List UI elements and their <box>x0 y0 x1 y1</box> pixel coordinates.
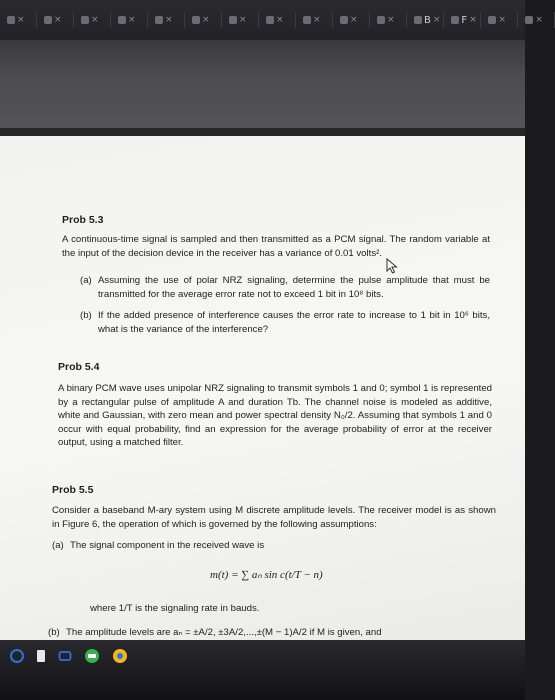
photos-icon[interactable] <box>112 648 128 664</box>
tab-favicon-icon <box>44 16 52 24</box>
tab-favicon-icon <box>303 16 311 24</box>
prob-5-5-b-text: The amplitude levels are aₙ = ±A/2, ±3A/2,...,±(M − 1)A/2 if M is given, and <box>66 627 382 638</box>
tab-favicon-icon <box>488 16 496 24</box>
prob-5-4-text: A binary PCM wave uses unipolar NRZ signaling to transmit symbols 1 and 0; symbol 1 is represented by a rectangular pulse of amplitude A and duration Tb. The channel noise is modeled as additive, white and Gaussian, with zero mean and power spectral density N₀/2. Assuming that symbols 1 and 0 occur with equal probability, find an expression for the average probability of error at the receiver output, using a matched filter. <box>58 383 492 449</box>
prob-5-3-b-text: If the added presence of interference causes the error rate to increase to 1 bit in 10⁶ bits, what is the variance of the interference? <box>98 310 490 335</box>
browser-tab[interactable] <box>263 12 296 28</box>
tab-favicon-icon <box>340 16 348 24</box>
browser-tab-strip <box>0 0 543 40</box>
browser-tab[interactable] <box>485 12 518 28</box>
prob-5-5-text: Consider a baseband M-ary system using M discrete amplitude levels. The receiver model is as shown in Figure 6, the operation of which is governed by the following assumptions: <box>52 505 496 530</box>
prob-5-5-title: Prob 5.5 <box>52 484 94 496</box>
browser-tab[interactable] <box>448 12 481 28</box>
prob-5-5-b-label: (b) <box>48 627 60 638</box>
tab-close-icon[interactable]: × <box>350 15 358 25</box>
browser-tab[interactable] <box>374 12 407 28</box>
tab-close-icon[interactable]: × <box>91 15 99 25</box>
tab-favicon-icon <box>229 16 237 24</box>
prob-5-3-a-text: Assuming the use of polar NRZ signaling, determine the pulse amplitude that must be transmitted for the average error rate not to exceed 1 bit in 10⁸ bits. <box>98 275 490 300</box>
chat-icon[interactable] <box>84 648 100 664</box>
tab-close-icon[interactable]: × <box>432 15 441 25</box>
prob-5-3-title: Prob 5.3 <box>62 214 104 226</box>
prob-5-3-a-label: (a) <box>80 275 92 286</box>
chrome-launcher-icon[interactable] <box>10 649 24 663</box>
tab-favicon-icon <box>525 16 533 24</box>
prob-5-3-b-label: (b) <box>80 310 92 321</box>
prob-5-5-a-text: The signal component in the received wave is <box>70 540 265 551</box>
tab-letter: B <box>424 14 431 26</box>
tab-close-icon[interactable]: × <box>498 15 506 25</box>
browser-tab[interactable] <box>78 12 111 28</box>
toolbar-divider <box>0 128 525 136</box>
browser-tab[interactable] <box>337 12 370 28</box>
tab-close-icon[interactable]: × <box>239 15 247 25</box>
mail-icon[interactable] <box>58 649 72 663</box>
browser-tab[interactable] <box>41 12 74 28</box>
browser-tab[interactable] <box>300 12 333 28</box>
document-page[interactable] <box>0 136 525 640</box>
tab-close-icon[interactable]: × <box>469 15 477 25</box>
tab-favicon-icon <box>81 16 89 24</box>
browser-tab[interactable] <box>4 12 37 28</box>
prob-5-3-intro: A continuous-time signal is sampled and then transmitted as a PCM signal. The random variable at the input of the decision device in the receiver has a variance of 0.01 volts². <box>62 234 490 259</box>
tab-favicon-icon <box>118 16 126 24</box>
tab-favicon-icon <box>7 16 15 24</box>
tab-close-icon[interactable]: × <box>54 15 62 25</box>
prob-5-5-a-label: (a) <box>52 540 64 551</box>
browser-toolbar <box>0 40 525 132</box>
tab-favicon-icon <box>155 16 163 24</box>
tab-letter: F <box>461 14 468 26</box>
browser-tab[interactable] <box>189 12 222 28</box>
mouse-cursor-icon <box>386 258 398 274</box>
tab-close-icon[interactable]: × <box>313 15 321 25</box>
tab-close-icon[interactable]: × <box>165 15 173 25</box>
file-icon[interactable] <box>36 649 46 663</box>
tab-close-icon[interactable]: × <box>276 15 284 25</box>
tab-close-icon[interactable]: × <box>202 15 210 25</box>
tab-favicon-icon <box>377 16 385 24</box>
prob-5-5-where: where 1/T is the signaling rate in bauds. <box>90 603 260 614</box>
tab-favicon-icon <box>451 16 459 24</box>
tab-close-icon[interactable]: × <box>17 15 25 25</box>
browser-tab[interactable] <box>152 12 185 28</box>
browser-tab[interactable] <box>226 12 259 28</box>
tab-close-icon[interactable]: × <box>128 15 136 25</box>
tab-favicon-icon <box>266 16 274 24</box>
tab-close-icon[interactable]: × <box>535 15 543 25</box>
taskbar <box>0 640 525 700</box>
browser-tab[interactable] <box>115 12 148 28</box>
browser-tab[interactable] <box>522 12 555 28</box>
tab-favicon-icon <box>192 16 200 24</box>
prob-5-5-formula: m(t) = ∑ aₙ sin c(t/T − n) <box>210 569 323 581</box>
prob-5-4-title: Prob 5.4 <box>58 361 100 373</box>
tab-close-icon[interactable]: × <box>387 15 395 25</box>
browser-tab[interactable] <box>411 12 444 28</box>
tab-favicon-icon <box>414 16 422 24</box>
